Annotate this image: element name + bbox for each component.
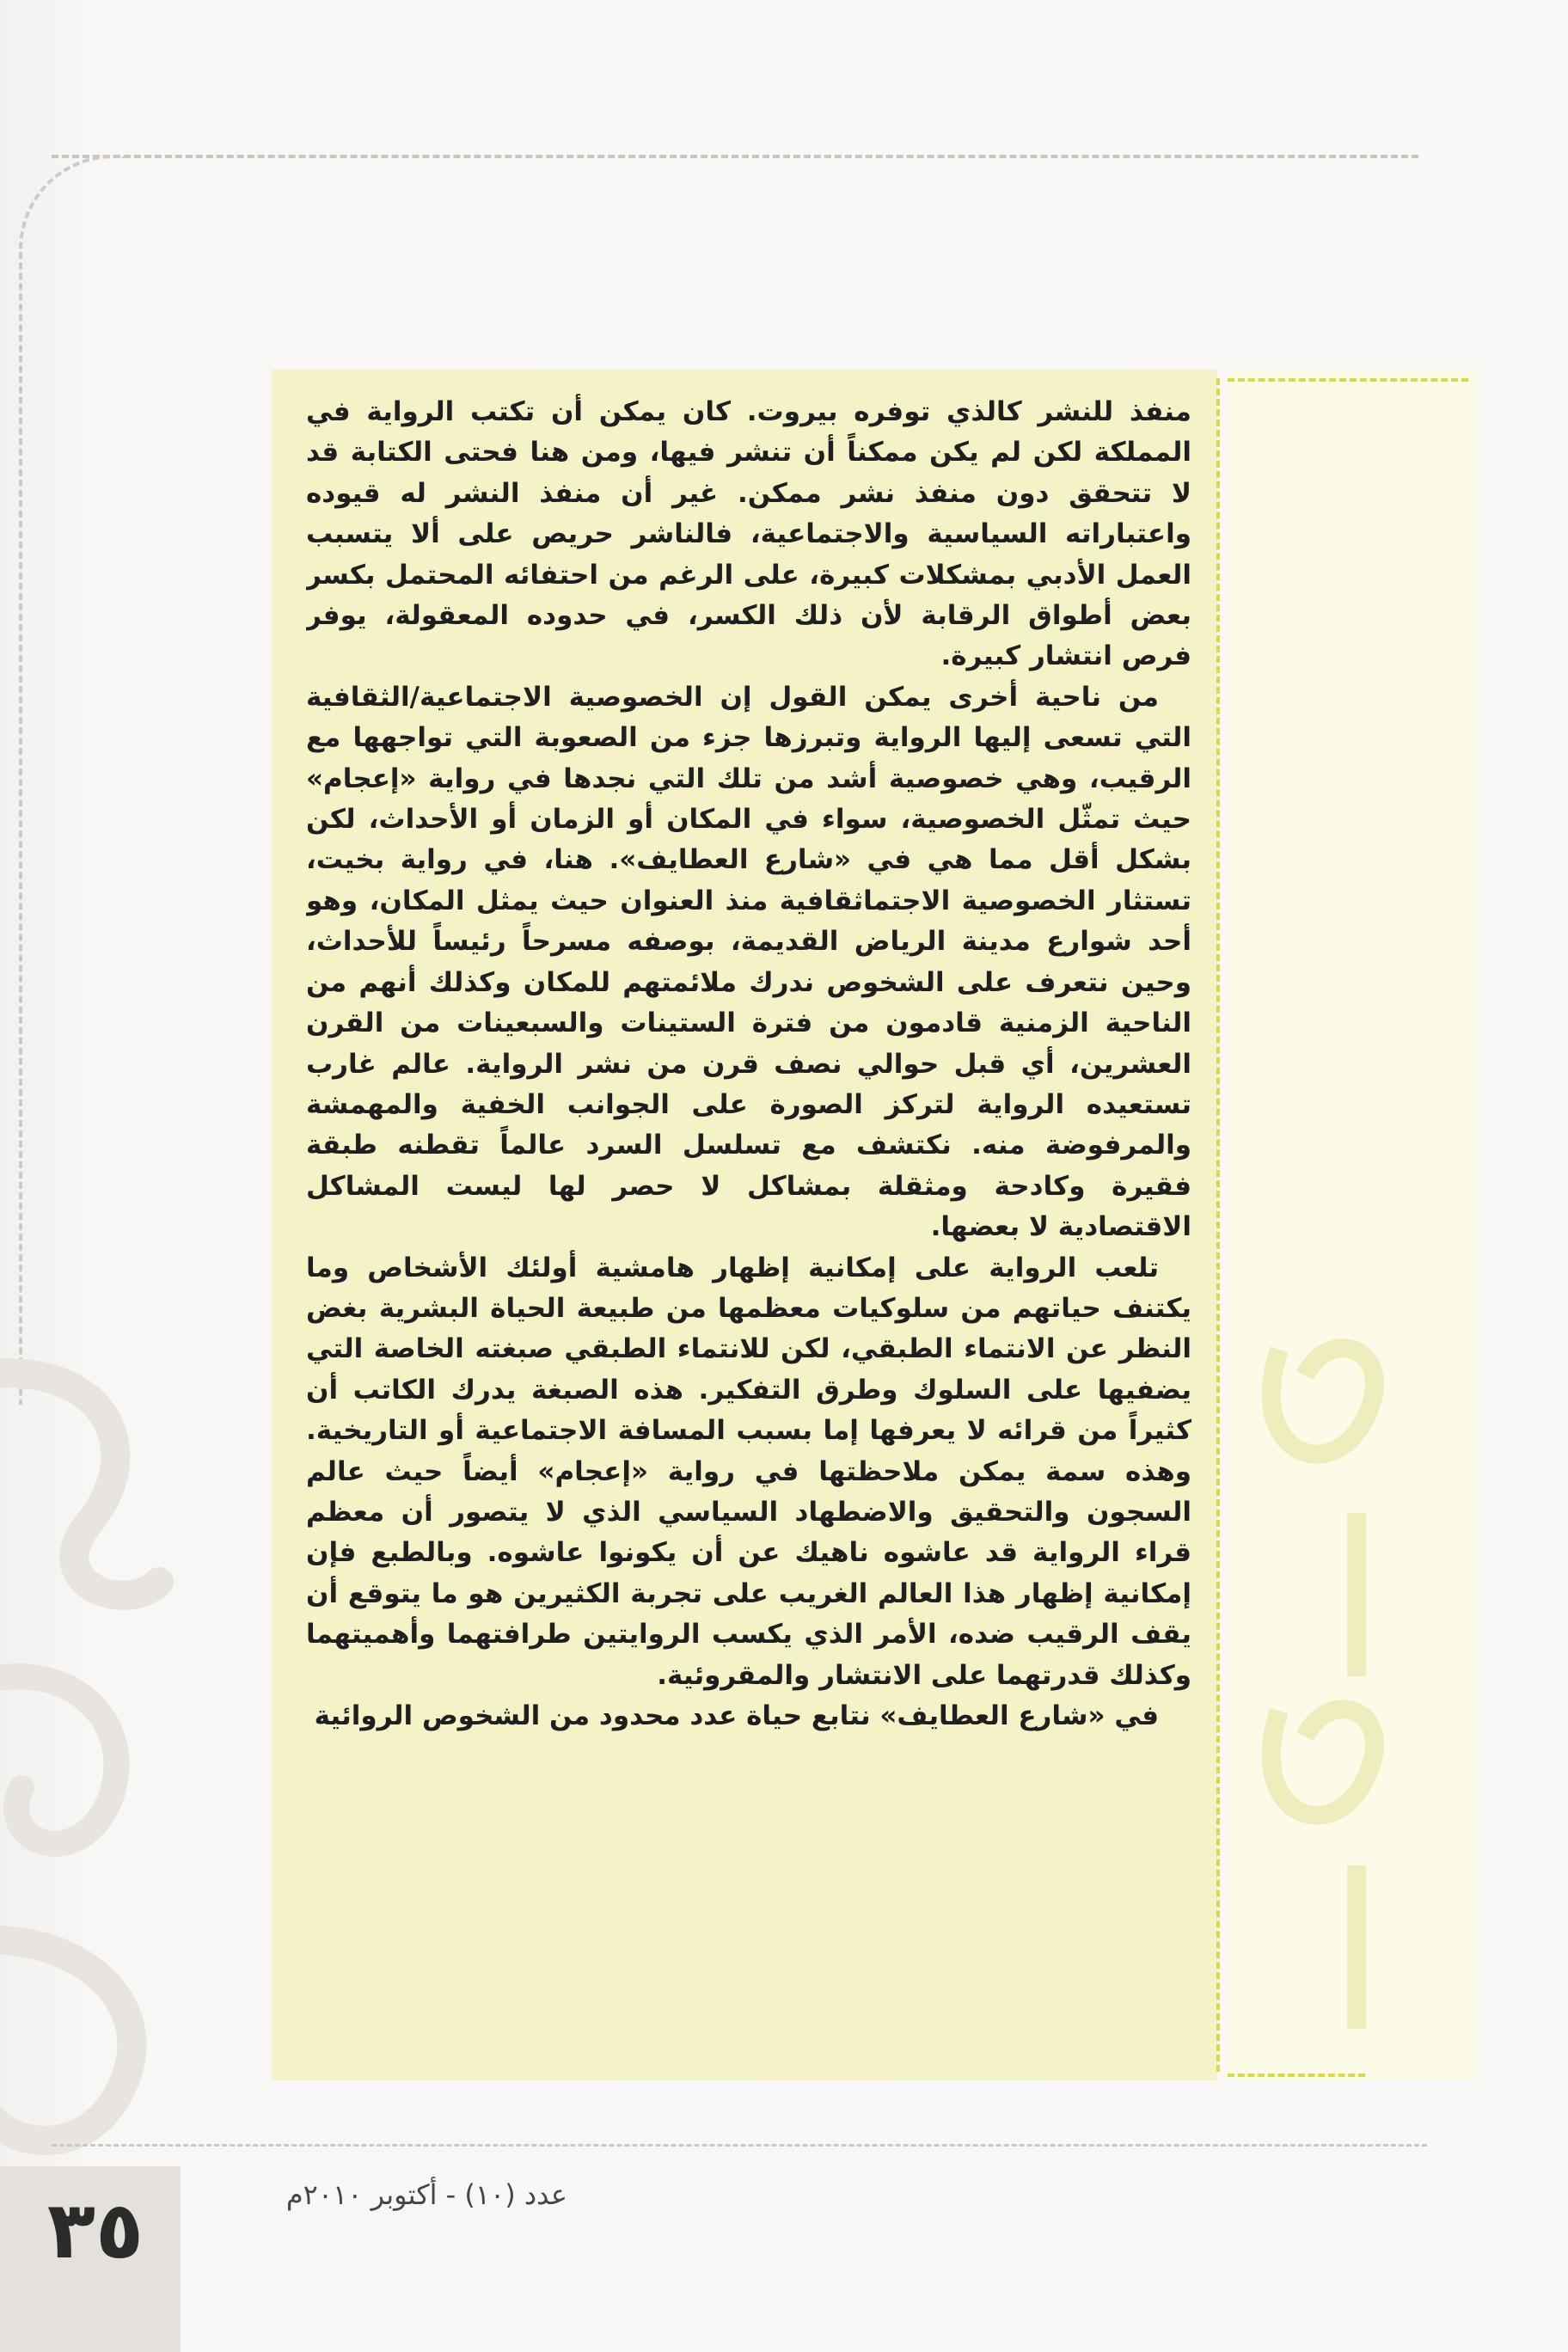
top-dashed-rule: [52, 155, 1418, 158]
article-body: [306, 392, 1191, 2060]
panel-dashed-border: [1216, 378, 1220, 2072]
paragraph-1: منفذ للنشر كالذي توفره بيروت. كان يمكن أن تكتب الرواية في المملكة لكن لم يكن ممكناً أن تنشر فيها، ومن هنا فحتى الكتابة قد لا تتحقق دون منفذ نشر ممكن. غير أن منفذ النشر له قيوده واعتباراته السياسية والاجتماعية، فالناشر حريص على ألا يتسبب العمل الأدبي بمشكلات كبيرة، على الرغم من احتفائه المحتمل بكسر بعض أطواق الرقابة لأن ذلك الكسر، في حدوده المعقولة، يوفر فرص انتشار كبيرة.: [306, 396, 1191, 672]
footer-dashed-rule: [52, 2144, 1427, 2147]
header-ghost-text: [722, 95, 1324, 146]
paragraph-2: من ناحية أخرى يمكن القول إن الخصوصية الاجتماعية/الثقافية التي تسعى إليها الرواية وتبرزها جزء من الصعوبة التي تواجهها مع الرقيب، وهي خصوصية أشد من تلك التي نجدها في رواية «إعجام» حيث تمثّل الخصوصية، سواء في المكان أو الزمان أو الأحداث، لكن بشكل أقل مما هي في «شارع العطايف». هنا، في رواية بخيت، تستثار الخصوصية الاجتماثقافية منذ العنوان حيث يمثل المكان، وهو أحد شوارع مدينة الرياض القديمة، بوصفه مسرحاً رئيساً للأحداث، وحين نتعرف على الشخوص ندرك ملائمتهم للمكان وكذلك أنهم من الناحية الزمنية قادمون من فترة الستينات والسبعينات من القرن العشرين، أي قبل حوالي نصف قرن من نشر الرواية. عالم غارب تستعيده الرواية لتركز الصورة على الجوانب الخفية والمهمشة والمرفوضة منه. نكتشف مع تسلسل السرد عالماً تقطنه طبقة فقيرة وكادحة ومثقلة بمشاكل لا حصر لها ليست المشاكل الاقتصادية لا بعضها.: [306, 681, 1191, 1243]
calligraphy-watermark: [0, 1324, 206, 2252]
panel-dashed-top: [1228, 378, 1468, 382]
calligraphy-graphic: [0, 1324, 185, 2252]
issue-info: عدد (١٠) - أكتوبر ٢٠١٠م: [285, 2178, 567, 2211]
side-watermark-graphic: [1228, 370, 1477, 2080]
panel-dashed-bottom: [1228, 2073, 1365, 2077]
footer-ghost-text: [585, 2184, 894, 2218]
paragraph-4: في «شارع العطايف» نتابع حياة عدد محدود من الشخوص الروائية: [314, 1700, 1159, 1731]
paragraph-3: تلعب الرواية على إمكانية إظهار هامشية أولئك الأشخاص وما يكتنف حياتهم من سلوكيات معظمها من طبيعة الحياة البشرية بغض النظر عن الانتماء الطبقي، لكن للانتماء الطبقي صبغته الخاصة التي يضفيها على السلوك وطرق التفكير. هذه الصبغة يدرك الكاتب أن كثيراً من قرائه لا يعرفها إما بسبب المسافة الاجتماعية أو التاريخية. وهذه سمة يمكن ملاحظتها في رواية «إعجام» أيضاً حيث عالم السجون والتحقيق والاضطهاد السياسي الذي لا يتصور أن معظم قراء الرواية قد عاشوه ناهيك عن أن يكونوا عاشوه. وبالطبع فإن إمكانية إظهار هذا العالم الغريب على تجربة الكثيرين هو ما يتوقع أن يقف الرقيب ضده، الأمر الذي يكسب الروايتين طرافتهما وأهميتهما وكذلك قدرتهما على الانتشار والمقروئية.: [306, 1252, 1191, 1691]
left-dashed-frame: [19, 155, 126, 1405]
side-decor-strip: [1228, 370, 1477, 2080]
page-number: ٣٥: [46, 2184, 144, 2276]
